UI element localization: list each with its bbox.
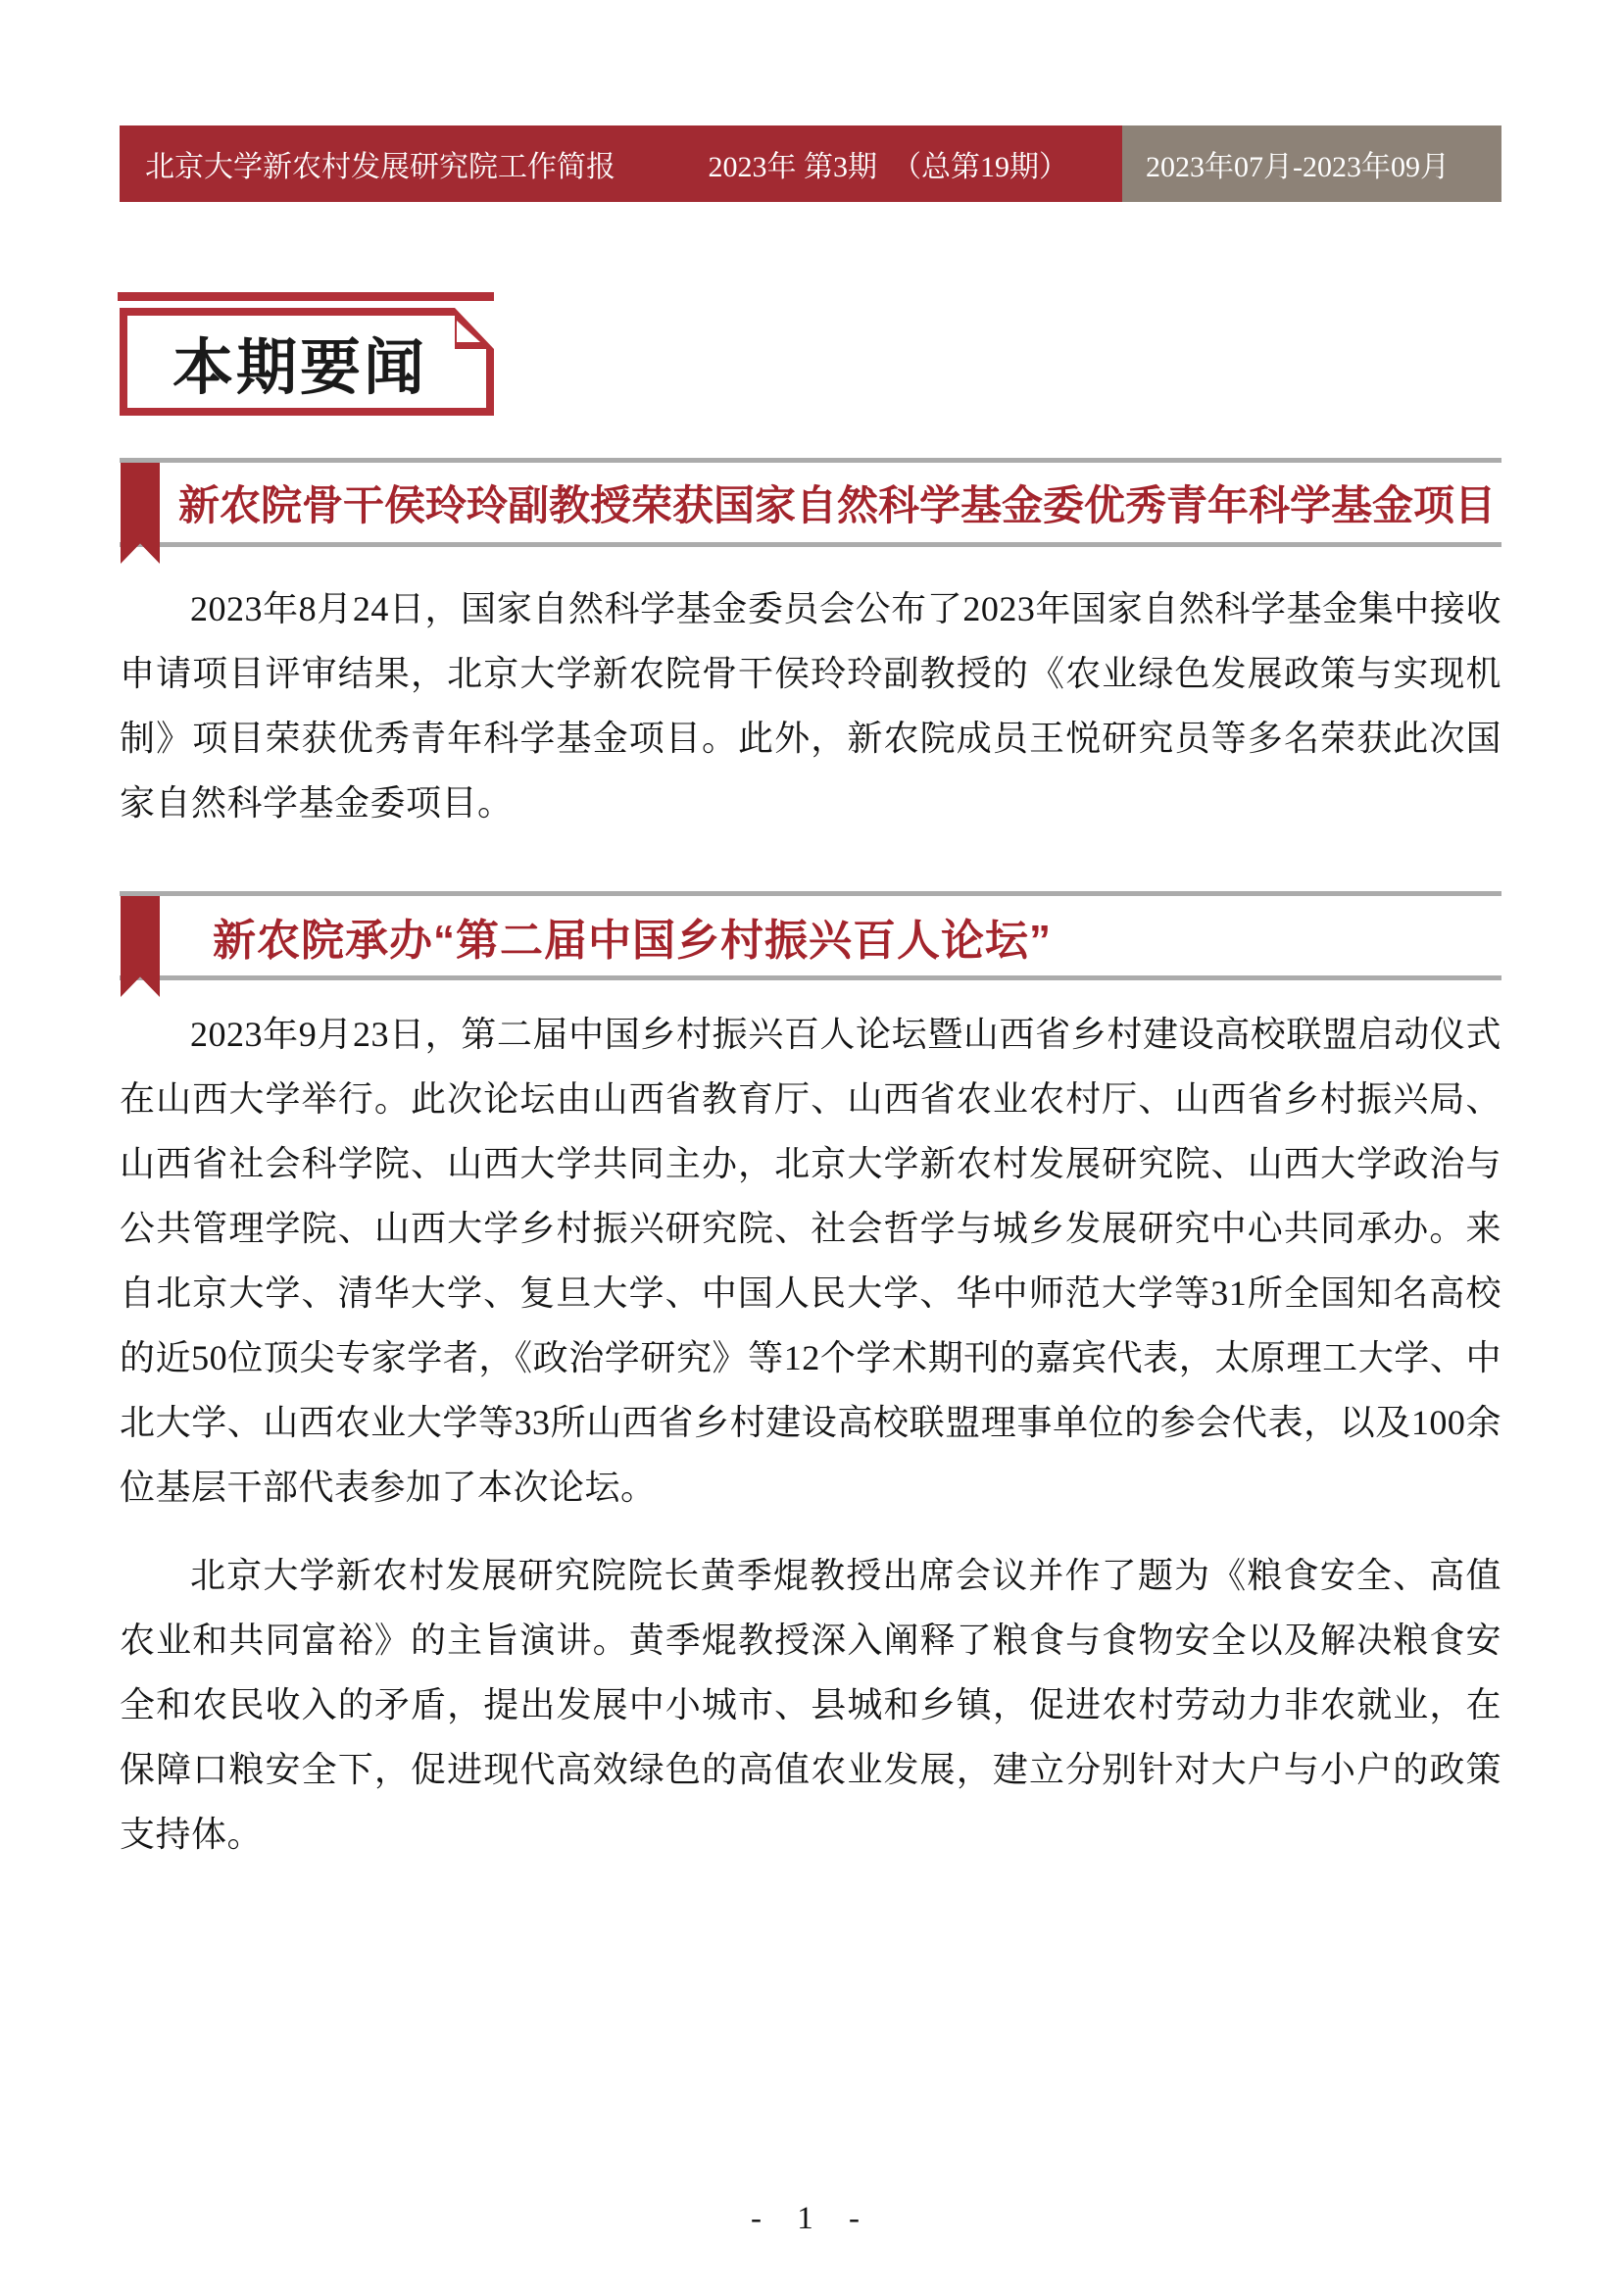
folded-corner-icon bbox=[455, 308, 494, 349]
page-number: - 1 - bbox=[751, 2201, 873, 2236]
header-bar bbox=[120, 125, 1501, 202]
page-content bbox=[120, 0, 1501, 1867]
period-label: 2023年07月-2023年09月 bbox=[1146, 151, 1450, 183]
article-1-heading-text: 新农院骨干侯玲玲副教授荣获国家自然科学基金委优秀青年科学基金项目 bbox=[178, 481, 1497, 528]
section-title-frame bbox=[120, 308, 494, 416]
article-2-heading-text: 新农院承办“第二届中国乡村振兴百人论坛” bbox=[213, 916, 1052, 965]
article-2-heading bbox=[120, 891, 1501, 980]
article-1-heading bbox=[120, 458, 1501, 547]
article-2-body bbox=[120, 1002, 1501, 1867]
section-title: 本期要闻 bbox=[172, 333, 428, 402]
title-top-line bbox=[118, 292, 494, 301]
header-gray-segment bbox=[1122, 125, 1501, 202]
article-paragraph: 2023年8月24日，国家自然科学基金委员会公布了2023年国家自然科学基金集中接收申请项目评审结果，北京大学新农院骨干侯玲玲副教授的《农业绿色发展政策与实现机制》项目荣获优秀青年科学基金项目。此外，新农院成员王悦研究员等多名荣获此次国家自然科学基金委项目。 bbox=[120, 589, 1501, 823]
newsletter-title: 北京大学新农村发展研究院工作简报 bbox=[145, 151, 615, 183]
header-red-segment bbox=[120, 125, 1122, 202]
article-paragraph: 2023年9月23日，第二届中国乡村振兴百人论坛暨山西省乡村建设高校联盟启动仪式在山西大学举行。此次论坛由山西省教育厅、山西省农业农村厅、山西省乡村振兴局、山西省社会科学院、山西大学共同主办，北京大学新农村发展研究院、山西大学政治与公共管理学院、山西大学乡村振兴研究院、社会哲学与城乡发展研究中心共同承办。来自北京大学、清华大学、复旦大学、中国人民大学、华中师范大学等31所全国知名高校的近50位顶尖专家学者，《政治学研究》等12个学术期刊的嘉宾代表，太原理工大学、中北大学、山西农业大学等33所山西省乡村建设高校联盟理事单位的参会代表，以及100余位基层干部代表参加了本次论坛。 bbox=[120, 1015, 1501, 1507]
bookmark-ribbon-icon bbox=[121, 463, 160, 564]
issue-info: 2023年 第3期 （总第19期） bbox=[708, 151, 1068, 183]
article-1-body bbox=[120, 576, 1501, 835]
section-title-box bbox=[120, 292, 494, 416]
bookmark-ribbon-icon bbox=[121, 896, 160, 997]
article-paragraph: 北京大学新农村发展研究院院长黄季焜教授出席会议并作了题为《粮食安全、高值农业和共同富裕》的主旨演讲。黄季焜教授深入阐释了粮食与食物安全以及解决粮食安全和农民收入的矛盾，提出发展中小城市、县城和乡镇，促进农村劳动力非农就业，在保障口粮安全下，促进现代高效绿色的高值农业发展，建立分别针对大户与小户的政策支持体。 bbox=[120, 1556, 1501, 1854]
